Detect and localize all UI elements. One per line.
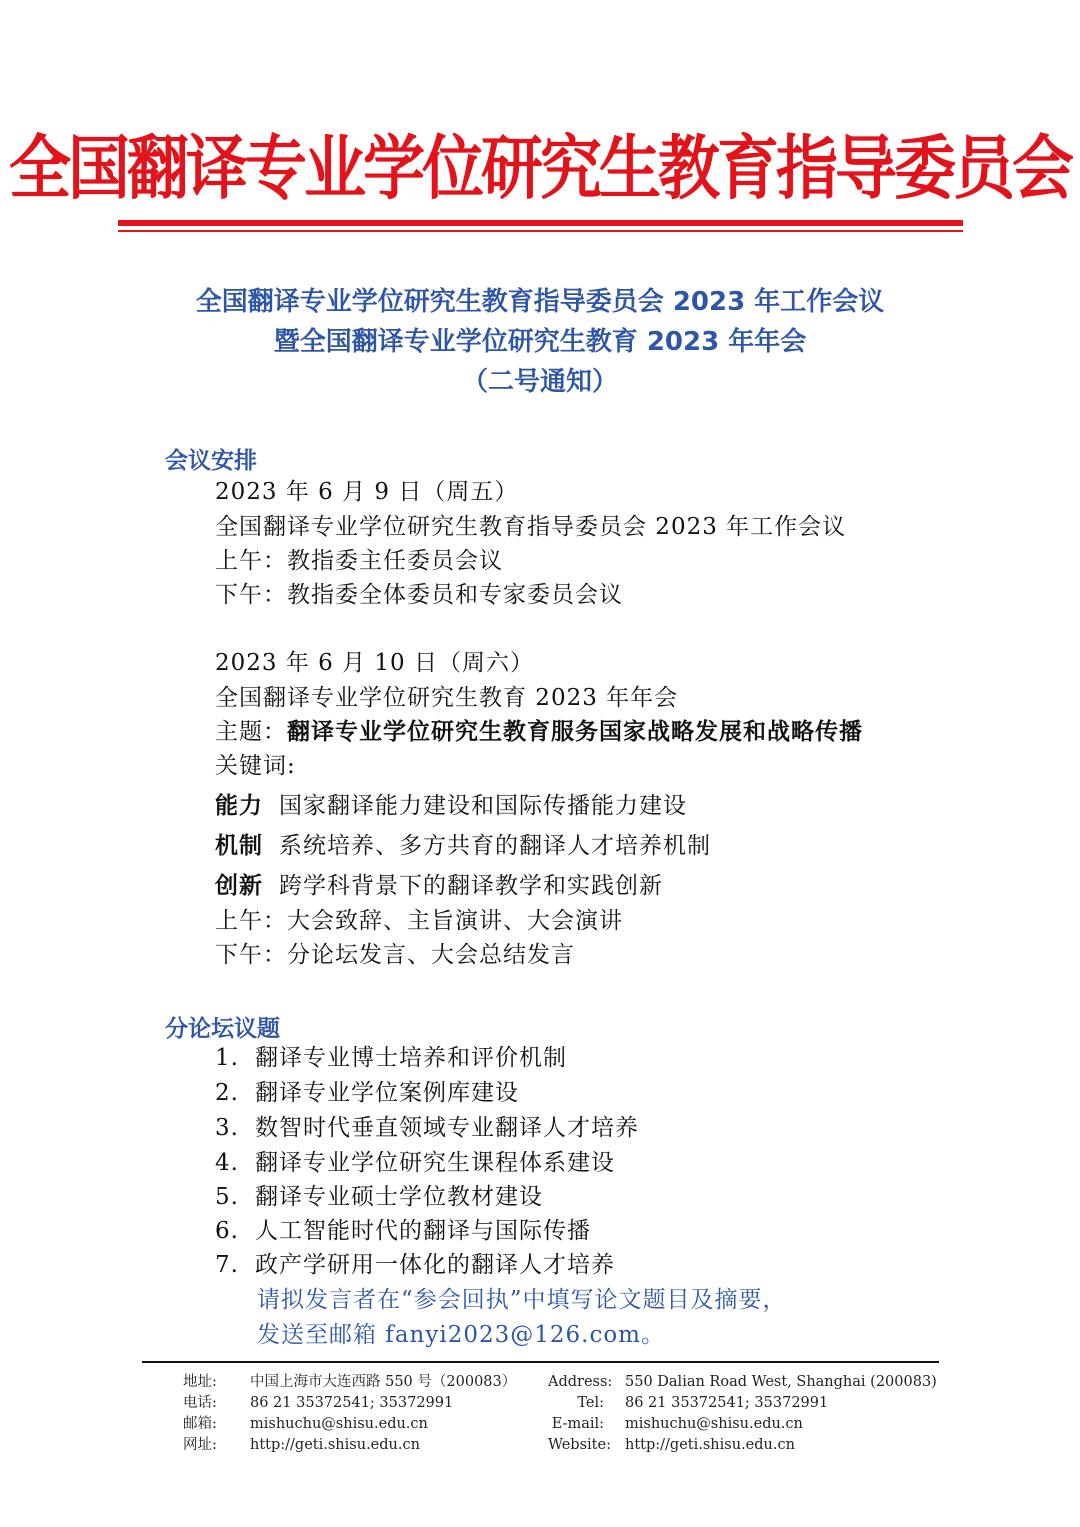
forum-heading: 分论坛议题 — [165, 1016, 280, 1042]
keyword-row — [215, 871, 663, 901]
email-value-en[interactable]: mishuchu@shisu.edu.cn — [625, 1416, 803, 1432]
keyword-desc: 跨学科背景下的翻译教学和实践创新 — [279, 873, 663, 899]
forum-topic — [215, 1113, 639, 1143]
website-value-en[interactable]: http://geti.shisu.edu.cn — [625, 1437, 795, 1453]
email-label-cn: 邮箱: — [183, 1416, 217, 1432]
title-line-1: 全国翻译专业学位研究生教育指导委员会 2023 年工作会议 — [195, 287, 885, 317]
day1-afternoon: 下午：教指委全体委员和专家委员会议 — [215, 582, 623, 608]
keyword-desc: 系统培养、多方共育的翻译人才培养机制 — [279, 833, 711, 859]
footer-row-email — [0, 1414, 1080, 1435]
footer-row-address — [0, 1372, 1080, 1393]
topic-number: 3. — [215, 1115, 239, 1141]
forum-topic — [215, 1216, 591, 1246]
keyword-term: 机制 — [215, 833, 263, 859]
title-line-3: （二号通知） — [461, 367, 618, 397]
day1-morning: 上午：教指委主任委员会议 — [215, 548, 503, 574]
keyword-term: 创新 — [215, 873, 263, 899]
topic-text: 翻译专业学位案例库建设 — [255, 1080, 519, 1106]
day2-afternoon: 下午：分论坛发言、大会总结发言 — [215, 942, 575, 968]
theme-text: 翻译专业学位研究生教育服务国家战略发展和战略传播 — [287, 719, 863, 745]
tel-label-cn: 电话: — [183, 1395, 217, 1411]
forum-topic — [215, 1078, 519, 1108]
topic-number: 1. — [215, 1045, 239, 1071]
day1-event: 全国翻译专业学位研究生教育指导委员会 2023 年工作会议 — [215, 514, 847, 540]
website-label-cn: 网址: — [183, 1437, 217, 1453]
day2-theme — [215, 717, 863, 747]
topic-number: 6. — [215, 1218, 239, 1244]
topic-number: 2. — [215, 1080, 239, 1106]
address-label-en: Address: — [548, 1374, 613, 1390]
title-line-2: 暨全国翻译专业学位研究生教育 2023 年年会 — [273, 327, 807, 357]
keyword-term: 能力 — [215, 793, 263, 819]
keyword-row — [215, 791, 687, 821]
topic-number: 5. — [215, 1184, 239, 1210]
topic-number: 4. — [215, 1150, 239, 1176]
forum-topic — [215, 1043, 567, 1073]
keyword-desc: 国家翻译能力建设和国际传播能力建设 — [279, 793, 687, 819]
topic-text: 人工智能时代的翻译与国际传播 — [255, 1218, 591, 1244]
topic-text: 翻译专业硕士学位教材建设 — [255, 1184, 543, 1210]
email-value-cn[interactable]: mishuchu@shisu.edu.cn — [250, 1416, 428, 1432]
document-title — [0, 282, 1080, 402]
website-label-en: Website: — [548, 1437, 611, 1453]
email-label-en: E-mail: — [551, 1416, 604, 1432]
topic-text: 翻译专业学位研究生课程体系建设 — [255, 1150, 615, 1176]
forum-topic — [215, 1182, 543, 1212]
tel-label-en: Tel: — [577, 1395, 604, 1411]
topic-text: 翻译专业博士培养和评价机制 — [255, 1045, 567, 1071]
topic-text: 政产学研用一体化的翻译人才培养 — [255, 1252, 615, 1278]
topic-text: 数智时代垂直领域专业翻译人才培养 — [255, 1115, 639, 1141]
schedule-heading: 会议安排 — [165, 448, 257, 474]
forum-topic — [215, 1148, 615, 1178]
masthead-rule-thin — [118, 230, 963, 232]
day2-event: 全国翻译专业学位研究生教育 2023 年年会 — [215, 685, 679, 711]
keyword-row — [215, 831, 711, 861]
footer-rule — [142, 1361, 939, 1363]
day2-morning: 上午：大会致辞、主旨演讲、大会演讲 — [215, 908, 623, 934]
address-value-cn: 中国上海市大连西路 550 号（200083） — [250, 1374, 517, 1390]
footer-row-website — [0, 1435, 1080, 1456]
tel-value-en: 86 21 35372541; 35372991 — [625, 1395, 829, 1411]
forum-topic — [215, 1250, 615, 1280]
footer-row-tel — [0, 1393, 1080, 1414]
masthead-rule-thick — [118, 220, 963, 226]
day2-date: 2023 年 6 月 10 日（周六） — [215, 650, 534, 676]
topic-number: 7. — [215, 1252, 239, 1278]
address-label-cn: 地址: — [183, 1374, 217, 1390]
keywords-label: 关键词: — [215, 753, 296, 779]
website-value-cn[interactable]: http://geti.shisu.edu.cn — [250, 1437, 420, 1453]
masthead-title: 全国翻译专业学位研究生教育指导委员会 — [8, 127, 1071, 209]
theme-label: 主题： — [215, 719, 287, 745]
tel-value-cn: 86 21 35372541; 35372991 — [250, 1395, 454, 1411]
submission-note-1: 请拟发言者在“参会回执”中填写论文题目及摘要， — [257, 1287, 787, 1313]
address-value-en: 550 Dalian Road West, Shanghai (200083) — [625, 1374, 937, 1390]
day1-date: 2023 年 6 月 9 日（周五） — [215, 479, 519, 505]
submission-note-2: 发送至邮箱 fanyi2023@126.com。 — [257, 1322, 665, 1348]
